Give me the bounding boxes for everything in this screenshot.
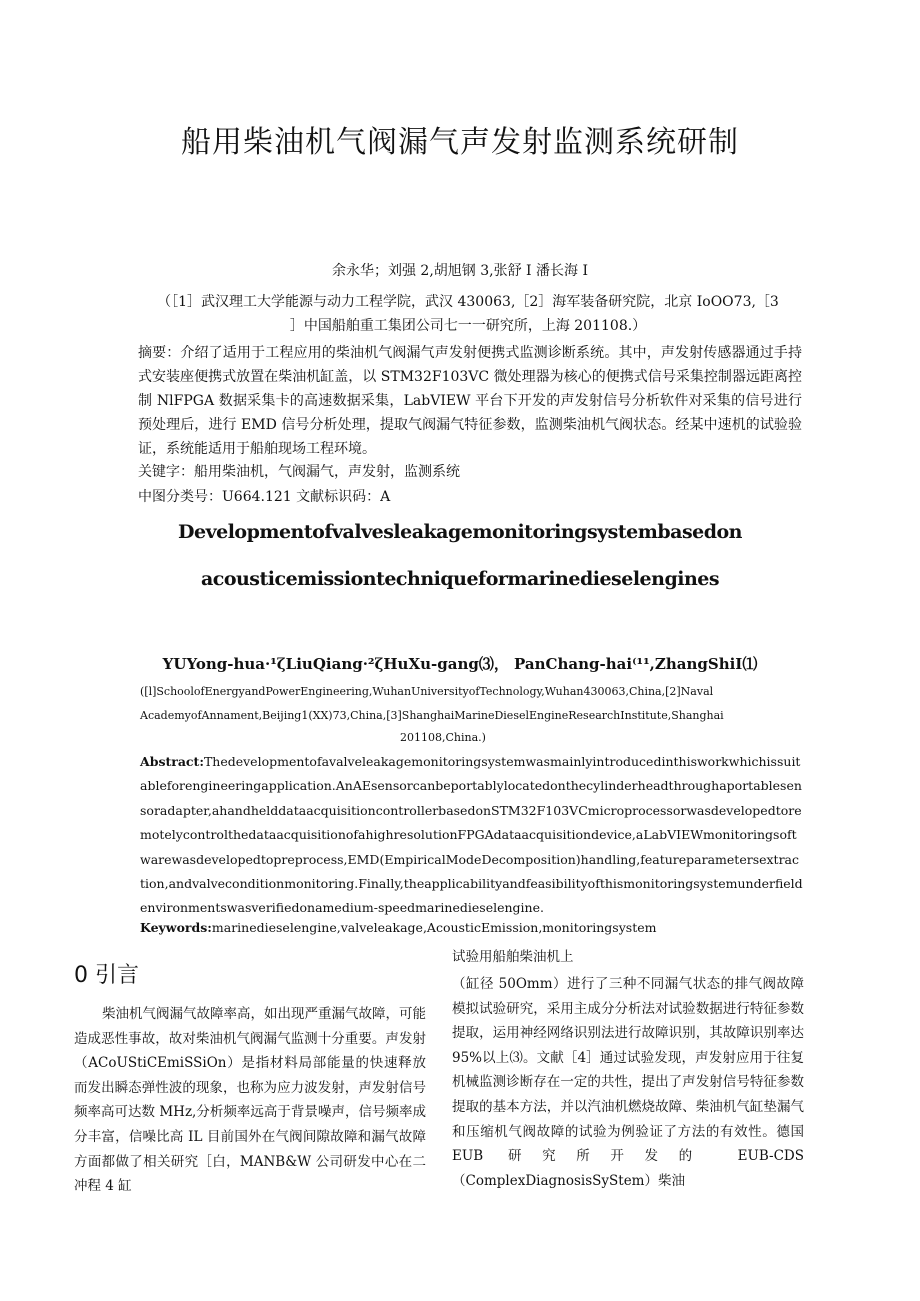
title-en-line2: acousticemissiontechniqueformarinedieselengines	[200, 568, 720, 590]
affiliation-cn	[138, 290, 798, 338]
affiliation-cn-line1: （［1］武汉理工大学能源与动力工程学院，武汉 430063,［2］海军装备研究院，北京 IoOO73,［3	[157, 294, 779, 310]
authors-cn: 余永华；刘强 2,胡旭钢 3,张舒 I 潘长海 I	[331, 263, 589, 279]
keywords-en-text: marinedieselengine,valveleakage,AcousticEmission,monitoringsystem	[211, 920, 657, 935]
clc-label: 中图分类号：	[138, 489, 222, 505]
doc-code-value: A	[380, 489, 391, 505]
clc-value: U664.121	[222, 489, 292, 505]
affiliation-en-line3: 201108,China.)	[400, 731, 486, 744]
keywords-en-label: Keywords:	[140, 920, 212, 935]
title-en-line1: Developmentofvalvesleakagemonitoringsystembasedon	[178, 521, 742, 543]
body-right-column: （缸径 50Omm）进行了三种不同漏气状态的排气阀故障模拟试验研究，采用主成分分析法对试验数据进行特征参数提取，运用神经网络识别法进行故障识别，其故障识别率达 95%以上⑶。文献［4］通过试验发现，声发射应用于往复机械监测诊断存在一定的共性，提出了声发射信号特征参数提取的基本方法，并以汽油机燃烧故障、柴油机气缸垫漏气和压缩机气阀故障的试验为例验证了方法的有效性。德国 EUB 研究所开发的 EUB-CDS（ComplexDiagnosisSyStem）柴油	[452, 976, 804, 1189]
classification-cn	[138, 486, 802, 506]
abstract-en-text: Thedevelopmentofavalveleakagemonitoringsystemwasmainlyintroducedinthisworkwhichissuitableforengineeringapplication.AnAEsensorcanbeportablylocatedonthecylinderheadthroughaportablesensoradapter,ahandhelddataacquisitioncontrollerbasedonSTM32F103VCmicroprocessorwasdevelopedtoremotelycontrolthedataacquisitionofahighresolutionFPGAdataacquisitiondevice,aLabVIEWmonitoringsoftwarewasdevelopedtopreprocess,EMD(EmpiricalModeDecomposition)handling,featureparametersextraction,andvalveconditionmonitoring.Finally,theapplicabilityandfeasibilityofthismonitoringsystemunderfieldenvironmentswasverifiedonamedium-speedmarinedieselengine.	[140, 754, 803, 916]
keywords-cn-text: 船用柴油机，气阀漏气，声发射，监测系统	[194, 464, 460, 480]
affiliation-cn-line2: ］中国船舶重工集团公司七一一研究所，上海 201108.）	[289, 318, 647, 334]
authors-en: YUYong-hua·¹ζLiuQiang·²ζHuXu-gang⑶， PanChang-hai⁽¹¹,ZhangShiI⑴	[162, 655, 758, 673]
affiliation-en-line1: ([l]SchoolofEnergyandPowerEngineering,WuhanUniversityofTechnology,Wuhan430063,China,[2]Naval	[140, 685, 714, 698]
affiliation-en-line2: AcademyofAnnament,Beijing1(XX)73,China,[3]ShanghaiMarineDieselEngineResearchInstitute,Shanghai	[140, 709, 724, 722]
keywords-cn-label: 关键字：	[138, 464, 194, 480]
paper-title: 船用柴油机气阀漏气声发射监测系统研制	[181, 125, 739, 160]
abstract-cn-label: 摘要：	[138, 345, 181, 361]
keywords-en	[140, 920, 804, 935]
section-heading-introduction: 0 引言	[74, 963, 139, 988]
doc-code-label: 文献标识码：	[296, 489, 381, 505]
abstract-cn	[138, 341, 802, 461]
body-left-column: 柴油机气阀漏气故障率高，如出现严重漏气故障，可能造成恶性事故，故对柴油机气阀漏气监测十分重要。声发射（ACoUStiCEmiSSiOn）是指材料局部能量的快速释放而发出瞬态弹性波的现象，也称为应力波发射，声发射信号频率高可达数 MHz,分析频率远高于背景噪声，信号频率成分丰富，信噪比高 IL 目前国外在气阀间隙故障和漏气故障方面都做了相关研究［白，MANB&W 公司研发中心在二冲程 4 缸	[74, 1006, 426, 1195]
abstract-en-label: Abstract:	[140, 754, 204, 769]
keywords-cn	[138, 461, 802, 481]
abstract-en	[140, 750, 804, 921]
body-right-column-top: 试验用船舶柴油机上	[452, 949, 574, 965]
abstract-cn-text: 介绍了适用于工程应用的柴油机气阀漏气声发射便携式监测诊断系统。其中，声发射传感器通过手持式安装座便携式放置在柴油机缸盖，以 STM32F103VC 微处理器为核心的便携式信号采集控制器远距离控制 NlFPGA 数据采集卡的高速数据采集，LabVIEW 平台下开发的声发射信号分析软件对采集的信号进行预处理后，进行 EMD 信号分析处理，提取气阀漏气特征参数，监测柴油机气阀状态。经某中速机的试验验证，系统能适用于船舶现场工程环境。	[138, 345, 803, 457]
